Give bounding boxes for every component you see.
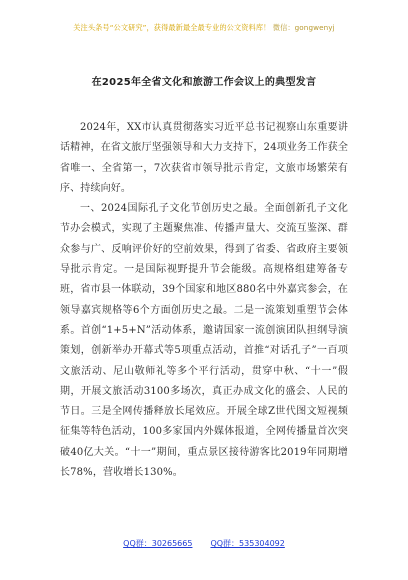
promo-banner-text: 关注头条号“公文研究”，获得最新最全最专业的公文资料库！ <box>73 23 271 32</box>
document-body <box>60 118 348 483</box>
footer-qq-groups <box>0 538 408 549</box>
document-title: 在2025年全省文化和旅游工作会议上的典型发言 <box>91 77 317 88</box>
promo-banner <box>0 23 408 33</box>
qq-group-link-1[interactable]: QQ群：30265665 <box>123 539 193 548</box>
paragraph-intro: 2024年，XX市认真贯彻落实习近平总书记视察山东重要讲话精神，在省文旅厅坚强领导和大力支持下，24项业务工作获全省唯一、全省第一，7次获省市领导批示肯定，文旅市场繁荣有序、持续向好。 <box>60 122 348 194</box>
wechat-id: 微信：gongwenyj <box>272 23 335 32</box>
qq-group-link-2[interactable]: QQ群：535304092 <box>210 539 285 548</box>
paragraph-section-one: 一、2024国际孔子文化节创历史之最。全面创新孔子文化节办会模式，实现了主题聚焦准、传播声量大、交流互鉴深、群众参与广、反响评价好的空前效果，得到了省委、省政府主要领导批示肯定。一是国际视野提升节会能级。高规格组建筹备专班，省市县一体联动，39个国家和地区880名中外嘉宾参会，在领导嘉宾规格等6个方面创历史之最。二是一流策划重塑节会体系。首创“1+5+N”活动体系，邀请国家一流创演团队担纲导演策划，创新举办开幕式等5项重点活动，首推“对话孔子”一百项文旅活动、尼山敬师礼等多个平行活动，贯穿中秋、“十一”假期，开展文旅活动3100多场次，真正办成文化的盛会、人民的节日。三是全网传播释放长尾效应。开展全球Z世代图文短视频征集等特色活动，100多家国内外媒体报道，全网传播量首次突破40亿大关。“十一”期间，重点景区接待游客比2019年同期增长78%，营收增长130%。 <box>60 203 348 479</box>
